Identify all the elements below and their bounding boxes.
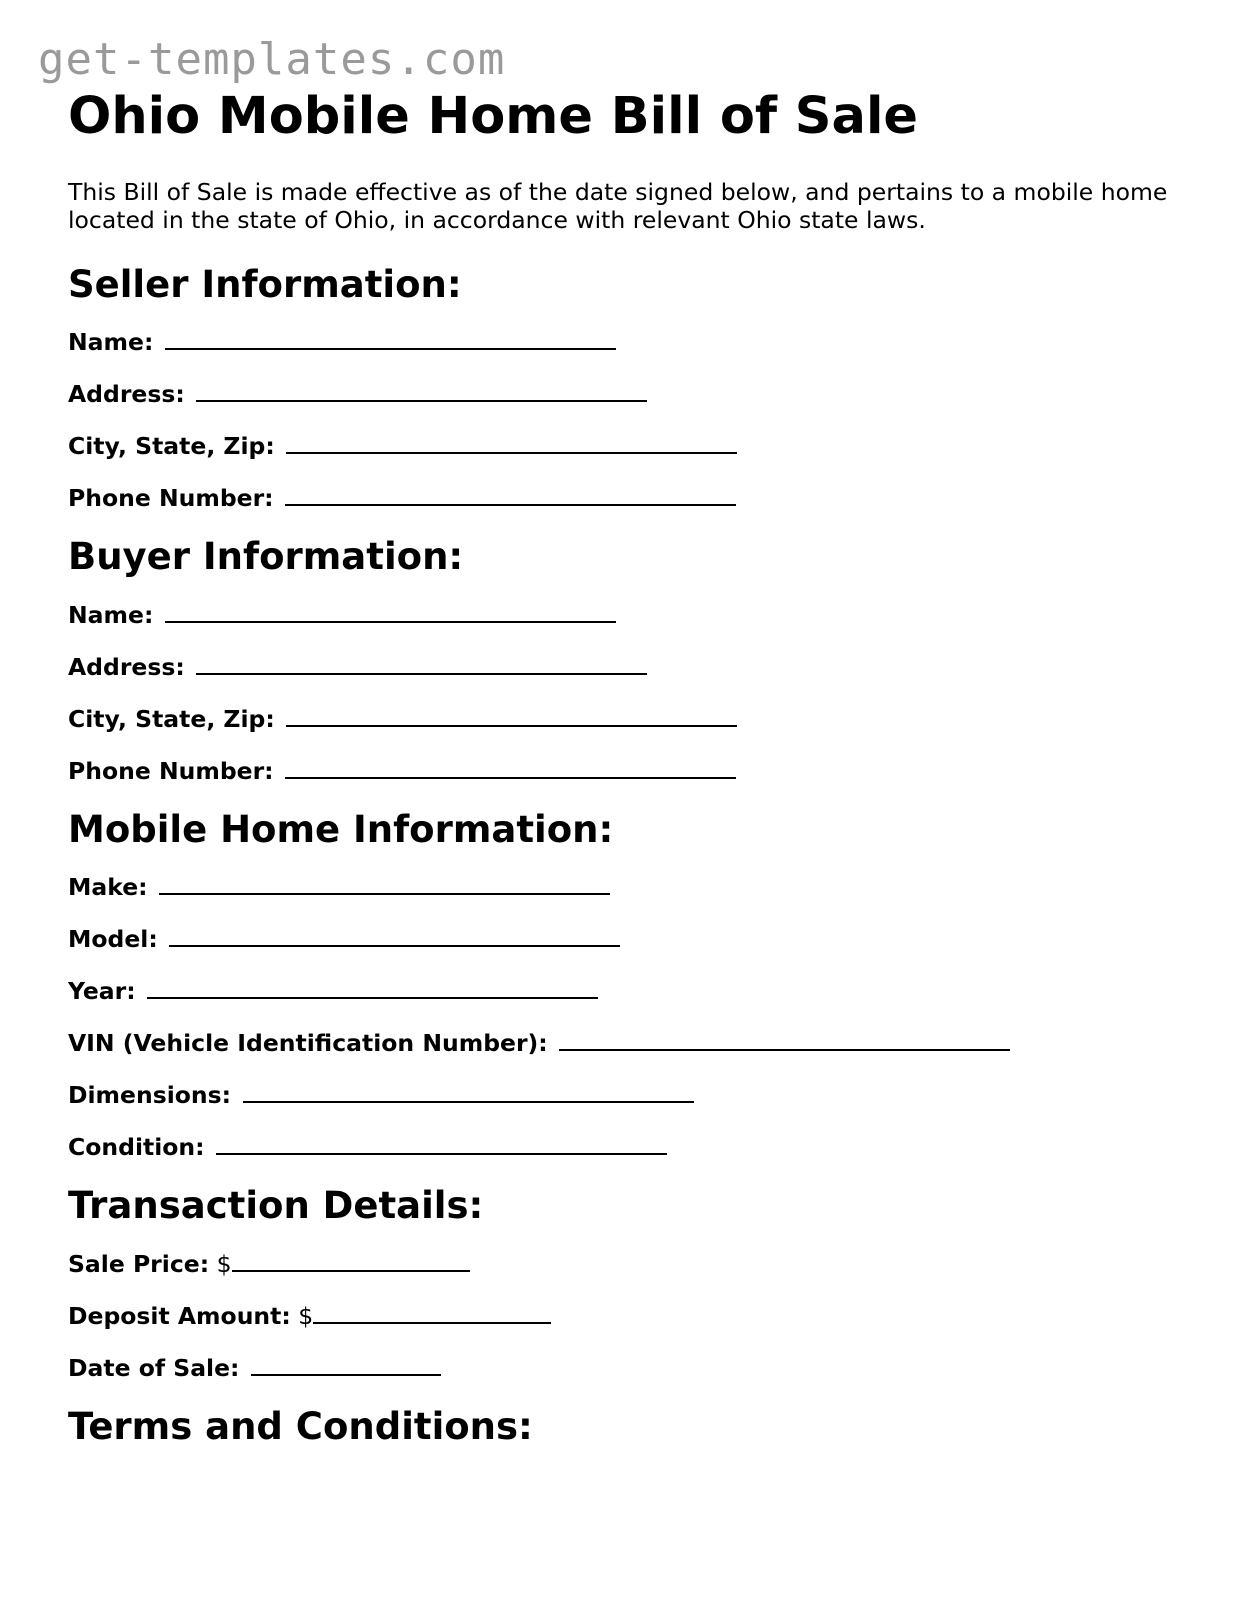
terms-heading: Terms and Conditions: [68, 1405, 533, 1448]
sale-price-field [68, 1248, 1198, 1276]
seller-city-label: City, State, Zip: [68, 432, 275, 460]
vin-field [68, 1027, 1198, 1055]
buyer-name-input[interactable] [165, 599, 616, 623]
deposit-field [68, 1300, 1198, 1328]
vin-input[interactable] [559, 1027, 1010, 1051]
transaction-heading: Transaction Details: [68, 1184, 484, 1227]
seller-heading: Seller Information: [68, 263, 462, 306]
seller-address-input[interactable] [196, 378, 647, 402]
buyer-city-input[interactable] [286, 703, 737, 727]
buyer-city-field [68, 703, 1198, 731]
seller-phone-label: Phone Number: [68, 484, 274, 512]
year-input[interactable] [147, 975, 598, 999]
seller-name-label: Name: [68, 328, 154, 356]
seller-address-label: Address: [68, 380, 185, 408]
deposit-currency: $ [298, 1302, 314, 1330]
vin-label: VIN (Vehicle Identification Number): [68, 1029, 548, 1057]
year-label: Year: [68, 977, 136, 1005]
sale-price-input[interactable] [232, 1248, 470, 1272]
seller-phone-field [68, 482, 1198, 510]
buyer-name-label: Name: [68, 601, 154, 629]
document [68, 86, 1198, 1450]
deposit-label: Deposit Amount: [68, 1302, 291, 1330]
buyer-address-input[interactable] [196, 651, 647, 675]
intro-paragraph: This Bill of Sale is made effective as of the date signed below, and pertains to a mobile home located in the state of Ohio, in accordance with relevant Ohio state laws. [68, 178, 1168, 234]
dimensions-input[interactable] [243, 1079, 694, 1103]
buyer-heading: Buyer Information: [68, 535, 464, 578]
buyer-city-label: City, State, Zip: [68, 705, 275, 733]
buyer-name-field [68, 599, 1198, 627]
dimensions-label: Dimensions: [68, 1081, 232, 1109]
year-field [68, 975, 1198, 1003]
seller-address-field [68, 378, 1198, 406]
buyer-address-field [68, 651, 1198, 679]
date-of-sale-field [68, 1352, 1198, 1380]
make-input[interactable] [159, 871, 610, 895]
dimensions-field [68, 1079, 1198, 1107]
make-field [68, 871, 1198, 899]
seller-city-field [68, 430, 1198, 458]
make-label: Make: [68, 873, 148, 901]
date-of-sale-input[interactable] [251, 1352, 441, 1376]
seller-city-input[interactable] [286, 430, 737, 454]
seller-phone-input[interactable] [285, 482, 736, 506]
buyer-phone-label: Phone Number: [68, 757, 274, 785]
condition-label: Condition: [68, 1133, 205, 1161]
model-input[interactable] [169, 923, 620, 947]
seller-name-field [68, 326, 1198, 354]
sale-price-label: Sale Price: [68, 1250, 210, 1278]
model-field [68, 923, 1198, 951]
condition-input[interactable] [216, 1131, 667, 1155]
condition-field [68, 1131, 1198, 1159]
page-title: Ohio Mobile Home Bill of Sale [68, 87, 919, 146]
seller-name-input[interactable] [165, 326, 616, 350]
deposit-input[interactable] [313, 1300, 551, 1324]
buyer-phone-input[interactable] [285, 755, 736, 779]
sale-price-currency: $ [216, 1250, 232, 1278]
date-of-sale-label: Date of Sale: [68, 1354, 240, 1382]
buyer-phone-field [68, 755, 1198, 783]
home-heading: Mobile Home Information: [68, 808, 614, 851]
watermark: get-templates.com [38, 34, 506, 85]
model-label: Model: [68, 925, 158, 953]
buyer-address-label: Address: [68, 653, 185, 681]
